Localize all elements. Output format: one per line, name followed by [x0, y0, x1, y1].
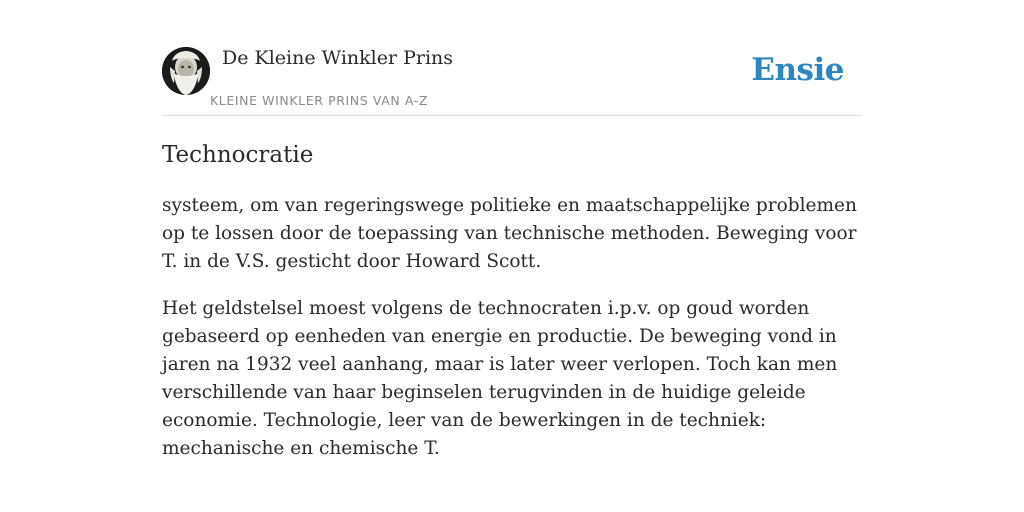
author-name[interactable]: De Kleine Winkler Prins: [222, 47, 454, 69]
article-body: [162, 192, 862, 482]
author-subtitle[interactable]: KLEINE WINKLER PRINS VAN A-Z: [210, 93, 429, 108]
author-avatar[interactable]: [162, 47, 210, 95]
article-title: Technocratie: [162, 142, 314, 168]
author-portrait-icon: [162, 47, 210, 95]
page: [162, 0, 862, 512]
article-paragraph: systeem, om van regeringswege politieke en maatschappelijke problemen op te lossen door de toepassing van technische methoden. Beweging voor T. in de V.S. gesticht door Howard Scott.: [162, 195, 857, 272]
brand-logo[interactable]: Ensie: [751, 52, 844, 88]
header: [162, 0, 862, 116]
article-paragraph: Het geldstelsel moest volgens de technocraten i.p.v. op goud worden gebaseerd op eenheden van energie en productie. De beweging vond in jaren na 1932 veel aanhang, maar is later weer verlopen. Toch kan men verschillende van haar beginselen terugvinden in de huidige geleide economie. Technologie, leer van de bewerkingen in de techniek: mechanische en chemische T.: [162, 298, 838, 459]
